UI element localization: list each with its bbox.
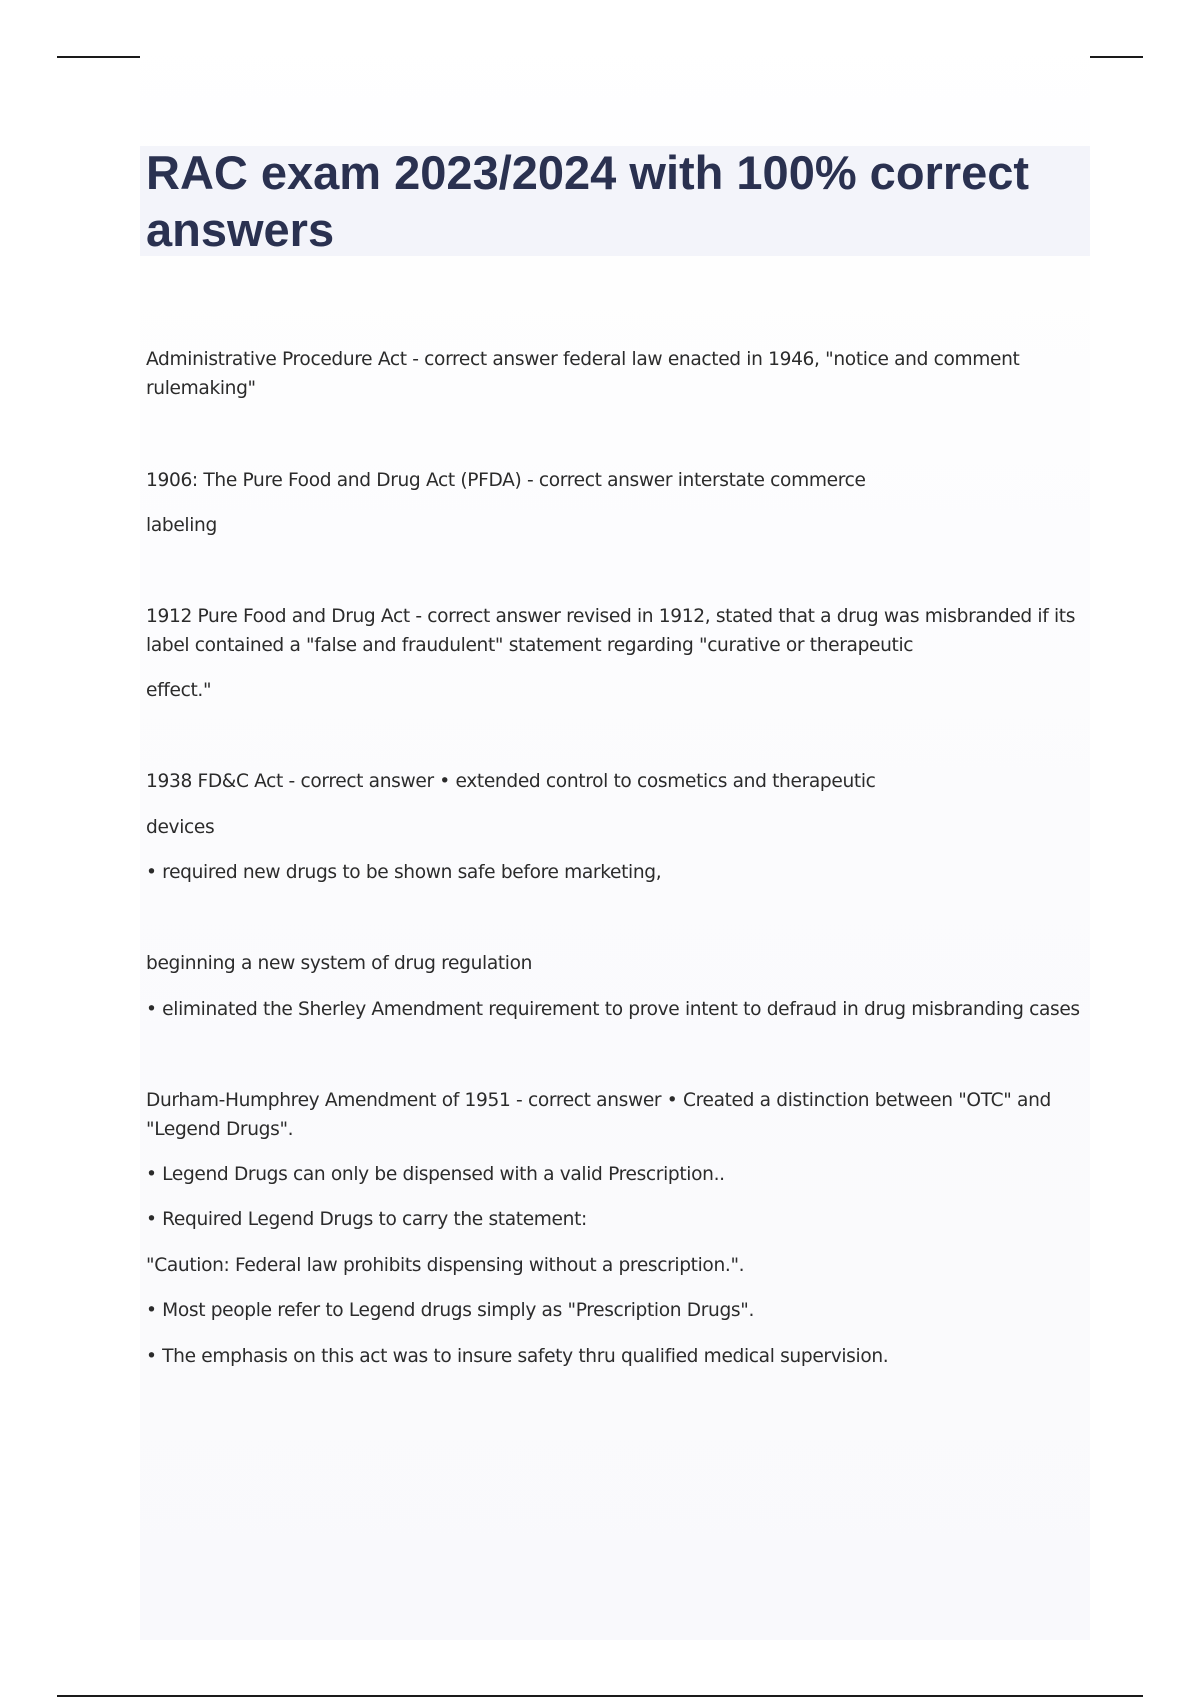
- entry-1912-continued: effect.": [146, 680, 212, 701]
- entry-1938-devices: devices: [146, 817, 215, 838]
- document-title: RAC exam 2023/2024 with 100% correct answers: [146, 146, 1030, 256]
- entry-dh-bullet-prescription-drugs: • Most people refer to Legend drugs simply as "Prescription Drugs".: [146, 1300, 755, 1321]
- entry-durham-humphrey: Durham-Humphrey Amendment of 1951 - correct answer • Created a distinction between "OTC" and "Legend Drugs".: [146, 1090, 1051, 1140]
- footer-rule: [57, 1695, 1143, 1697]
- entry-dh-bullet-legend-drugs: • Legend Drugs can only be dispensed with a valid Prescription..: [146, 1164, 725, 1185]
- entry-dh-bullet-emphasis: • The emphasis on this act was to insure safety thru qualified medical supervision.: [146, 1346, 889, 1367]
- entry-1906-pfda: 1906: The Pure Food and Drug Act (PFDA) - correct answer interstate commerce: [146, 470, 866, 491]
- entry-administrative-procedure-act: Administrative Procedure Act - correct answer federal law enacted in 1946, "notice and comment rulemaking": [146, 349, 1020, 399]
- entry-dh-bullet-statement: • Required Legend Drugs to carry the statement:: [146, 1209, 587, 1230]
- entry-1912-pure-food-drug-act: 1912 Pure Food and Drug Act - correct answer revised in 1912, stated that a drug was misbranded if its label contained a "false and fraudulent" statement regarding "curative or therapeutic: [146, 606, 1076, 656]
- entry-1906-pfda-continued: labeling: [146, 515, 217, 536]
- entry-1938-fdc-act: 1938 FD&C Act - correct answer • extended control to cosmetics and therapeutic: [146, 771, 876, 792]
- entry-1938-bullet-new-drugs: • required new drugs to be shown safe before marketing,: [146, 862, 662, 883]
- entry-1938-new-system: beginning a new system of drug regulation: [146, 953, 533, 974]
- entry-dh-caution-quote: "Caution: Federal law prohibits dispensing without a prescription.".: [146, 1255, 745, 1276]
- entry-1938-bullet-sherley: • eliminated the Sherley Amendment requirement to prove intent to defraud in drug misbranding cases: [146, 999, 1080, 1020]
